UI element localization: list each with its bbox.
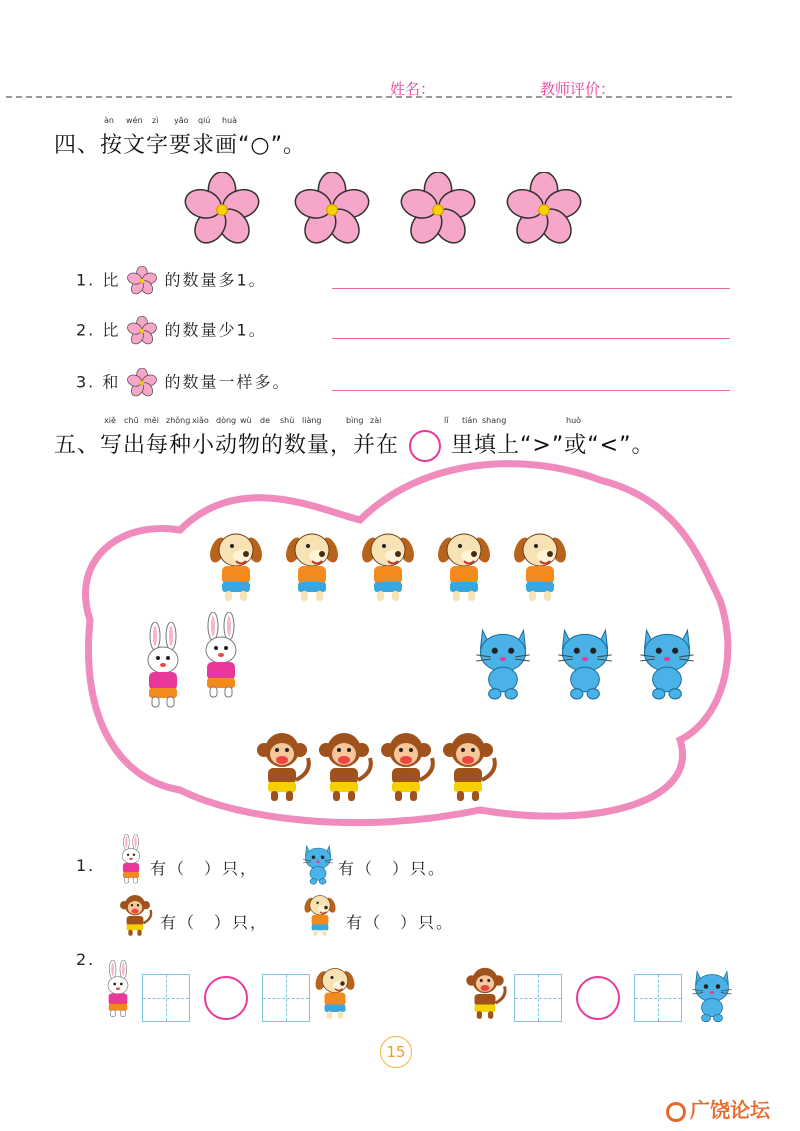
pinyin: zhǒng bbox=[166, 416, 191, 425]
dog-icon bbox=[206, 528, 266, 608]
monkey-icon bbox=[462, 964, 508, 1024]
monkey-icon bbox=[116, 892, 154, 940]
dog-icon bbox=[312, 964, 358, 1024]
cat-icon bbox=[472, 620, 534, 702]
compare-circle[interactable] bbox=[576, 976, 620, 1020]
monkey-icon bbox=[438, 726, 498, 810]
pinyin: chū bbox=[124, 416, 139, 425]
monkey-count-text: 有（ ）只， bbox=[160, 913, 269, 932]
monkey-icon bbox=[376, 726, 436, 810]
cat-icon bbox=[300, 840, 336, 886]
pinyin: qiú bbox=[198, 116, 211, 125]
section5-title-part-b: 里填上“>”或“<”。 bbox=[451, 433, 655, 458]
pinyin: zì bbox=[152, 116, 159, 125]
section4-title: 四、按文字要求画“○”。 bbox=[54, 133, 306, 158]
answer-box[interactable] bbox=[142, 974, 190, 1022]
question-suffix: 的数量多1。 bbox=[164, 270, 267, 290]
pinyin: lǐ bbox=[444, 416, 449, 425]
question-suffix: 的数量少1。 bbox=[164, 320, 267, 340]
flower-icon bbox=[127, 266, 157, 296]
pinyin: dòng bbox=[216, 416, 237, 425]
teacher-evaluation-label: 教师评价： bbox=[540, 80, 616, 98]
answer-box[interactable] bbox=[514, 974, 562, 1022]
watermark bbox=[666, 1094, 770, 1123]
watermark-text: 广饶论坛 bbox=[690, 1098, 770, 1122]
compare-circle[interactable] bbox=[204, 976, 248, 1020]
pinyin: shù bbox=[280, 416, 295, 425]
answer-box[interactable] bbox=[634, 974, 682, 1022]
flower-icon bbox=[127, 316, 157, 346]
pinyin: xiǎo bbox=[192, 416, 209, 425]
watermark-logo-icon bbox=[666, 1102, 686, 1122]
question-prefix: 2. 比 bbox=[76, 320, 121, 340]
question-prefix: 3. 和 bbox=[76, 372, 121, 392]
answer-box[interactable] bbox=[262, 974, 310, 1022]
question-3 bbox=[76, 368, 291, 398]
pinyin: měi bbox=[144, 416, 159, 425]
rabbit-icon bbox=[114, 834, 148, 886]
pinyin: wù bbox=[240, 416, 252, 425]
question-1 bbox=[76, 266, 267, 296]
pinyin: de bbox=[260, 416, 270, 425]
q1-number: 1. bbox=[76, 856, 96, 875]
rabbit-count-text: 有（ ）只， bbox=[150, 859, 259, 878]
flower-icon bbox=[400, 172, 476, 248]
monkey-icon bbox=[252, 726, 312, 810]
dog-icon bbox=[434, 528, 494, 608]
monkey-icon bbox=[314, 726, 374, 810]
section5-title-part-a: 五、写出每种小动物的数量，并在 bbox=[54, 433, 400, 458]
answer-line-1[interactable] bbox=[332, 288, 730, 289]
answer-line-3[interactable] bbox=[332, 390, 730, 391]
answer-line-2[interactable] bbox=[332, 338, 730, 339]
pinyin: liàng bbox=[302, 416, 322, 425]
flower-icon bbox=[127, 368, 157, 398]
rabbit-icon bbox=[196, 612, 246, 702]
name-label: 姓名： bbox=[390, 80, 436, 98]
cat-icon bbox=[554, 620, 616, 702]
q2-number: 2. bbox=[76, 950, 96, 969]
dog-icon bbox=[358, 528, 418, 608]
dog-count-text: 有（ ）只。 bbox=[346, 913, 455, 932]
question-2 bbox=[76, 316, 267, 346]
page-number: 15 bbox=[386, 1043, 406, 1061]
cat-icon bbox=[636, 620, 698, 702]
rabbit-icon bbox=[138, 622, 188, 712]
pinyin: àn bbox=[104, 116, 114, 125]
flower-icon bbox=[294, 172, 370, 248]
header-divider bbox=[6, 96, 732, 98]
dog-icon bbox=[510, 528, 570, 608]
flower-icon bbox=[184, 172, 260, 248]
dog-icon bbox=[282, 528, 342, 608]
dog-icon bbox=[302, 892, 338, 940]
pinyin: huà bbox=[222, 116, 238, 125]
pinyin: zài bbox=[370, 416, 382, 425]
pinyin: shang bbox=[482, 416, 507, 425]
pinyin: wén bbox=[126, 116, 143, 125]
rabbit-icon bbox=[100, 960, 136, 1020]
pinyin: huò bbox=[566, 416, 582, 425]
cat-count-text: 有（ ）只。 bbox=[338, 859, 447, 878]
cat-icon bbox=[688, 964, 736, 1024]
page-number-badge bbox=[380, 1036, 412, 1068]
question-prefix: 1. 比 bbox=[76, 270, 121, 290]
flower-row bbox=[184, 172, 584, 248]
pinyin: xiě bbox=[104, 416, 116, 425]
flower-icon bbox=[506, 172, 582, 248]
pinyin: yāo bbox=[174, 116, 189, 125]
pinyin: bìng bbox=[346, 416, 364, 425]
pinyin: tián bbox=[462, 416, 478, 425]
question-suffix: 的数量一样多。 bbox=[164, 372, 291, 392]
